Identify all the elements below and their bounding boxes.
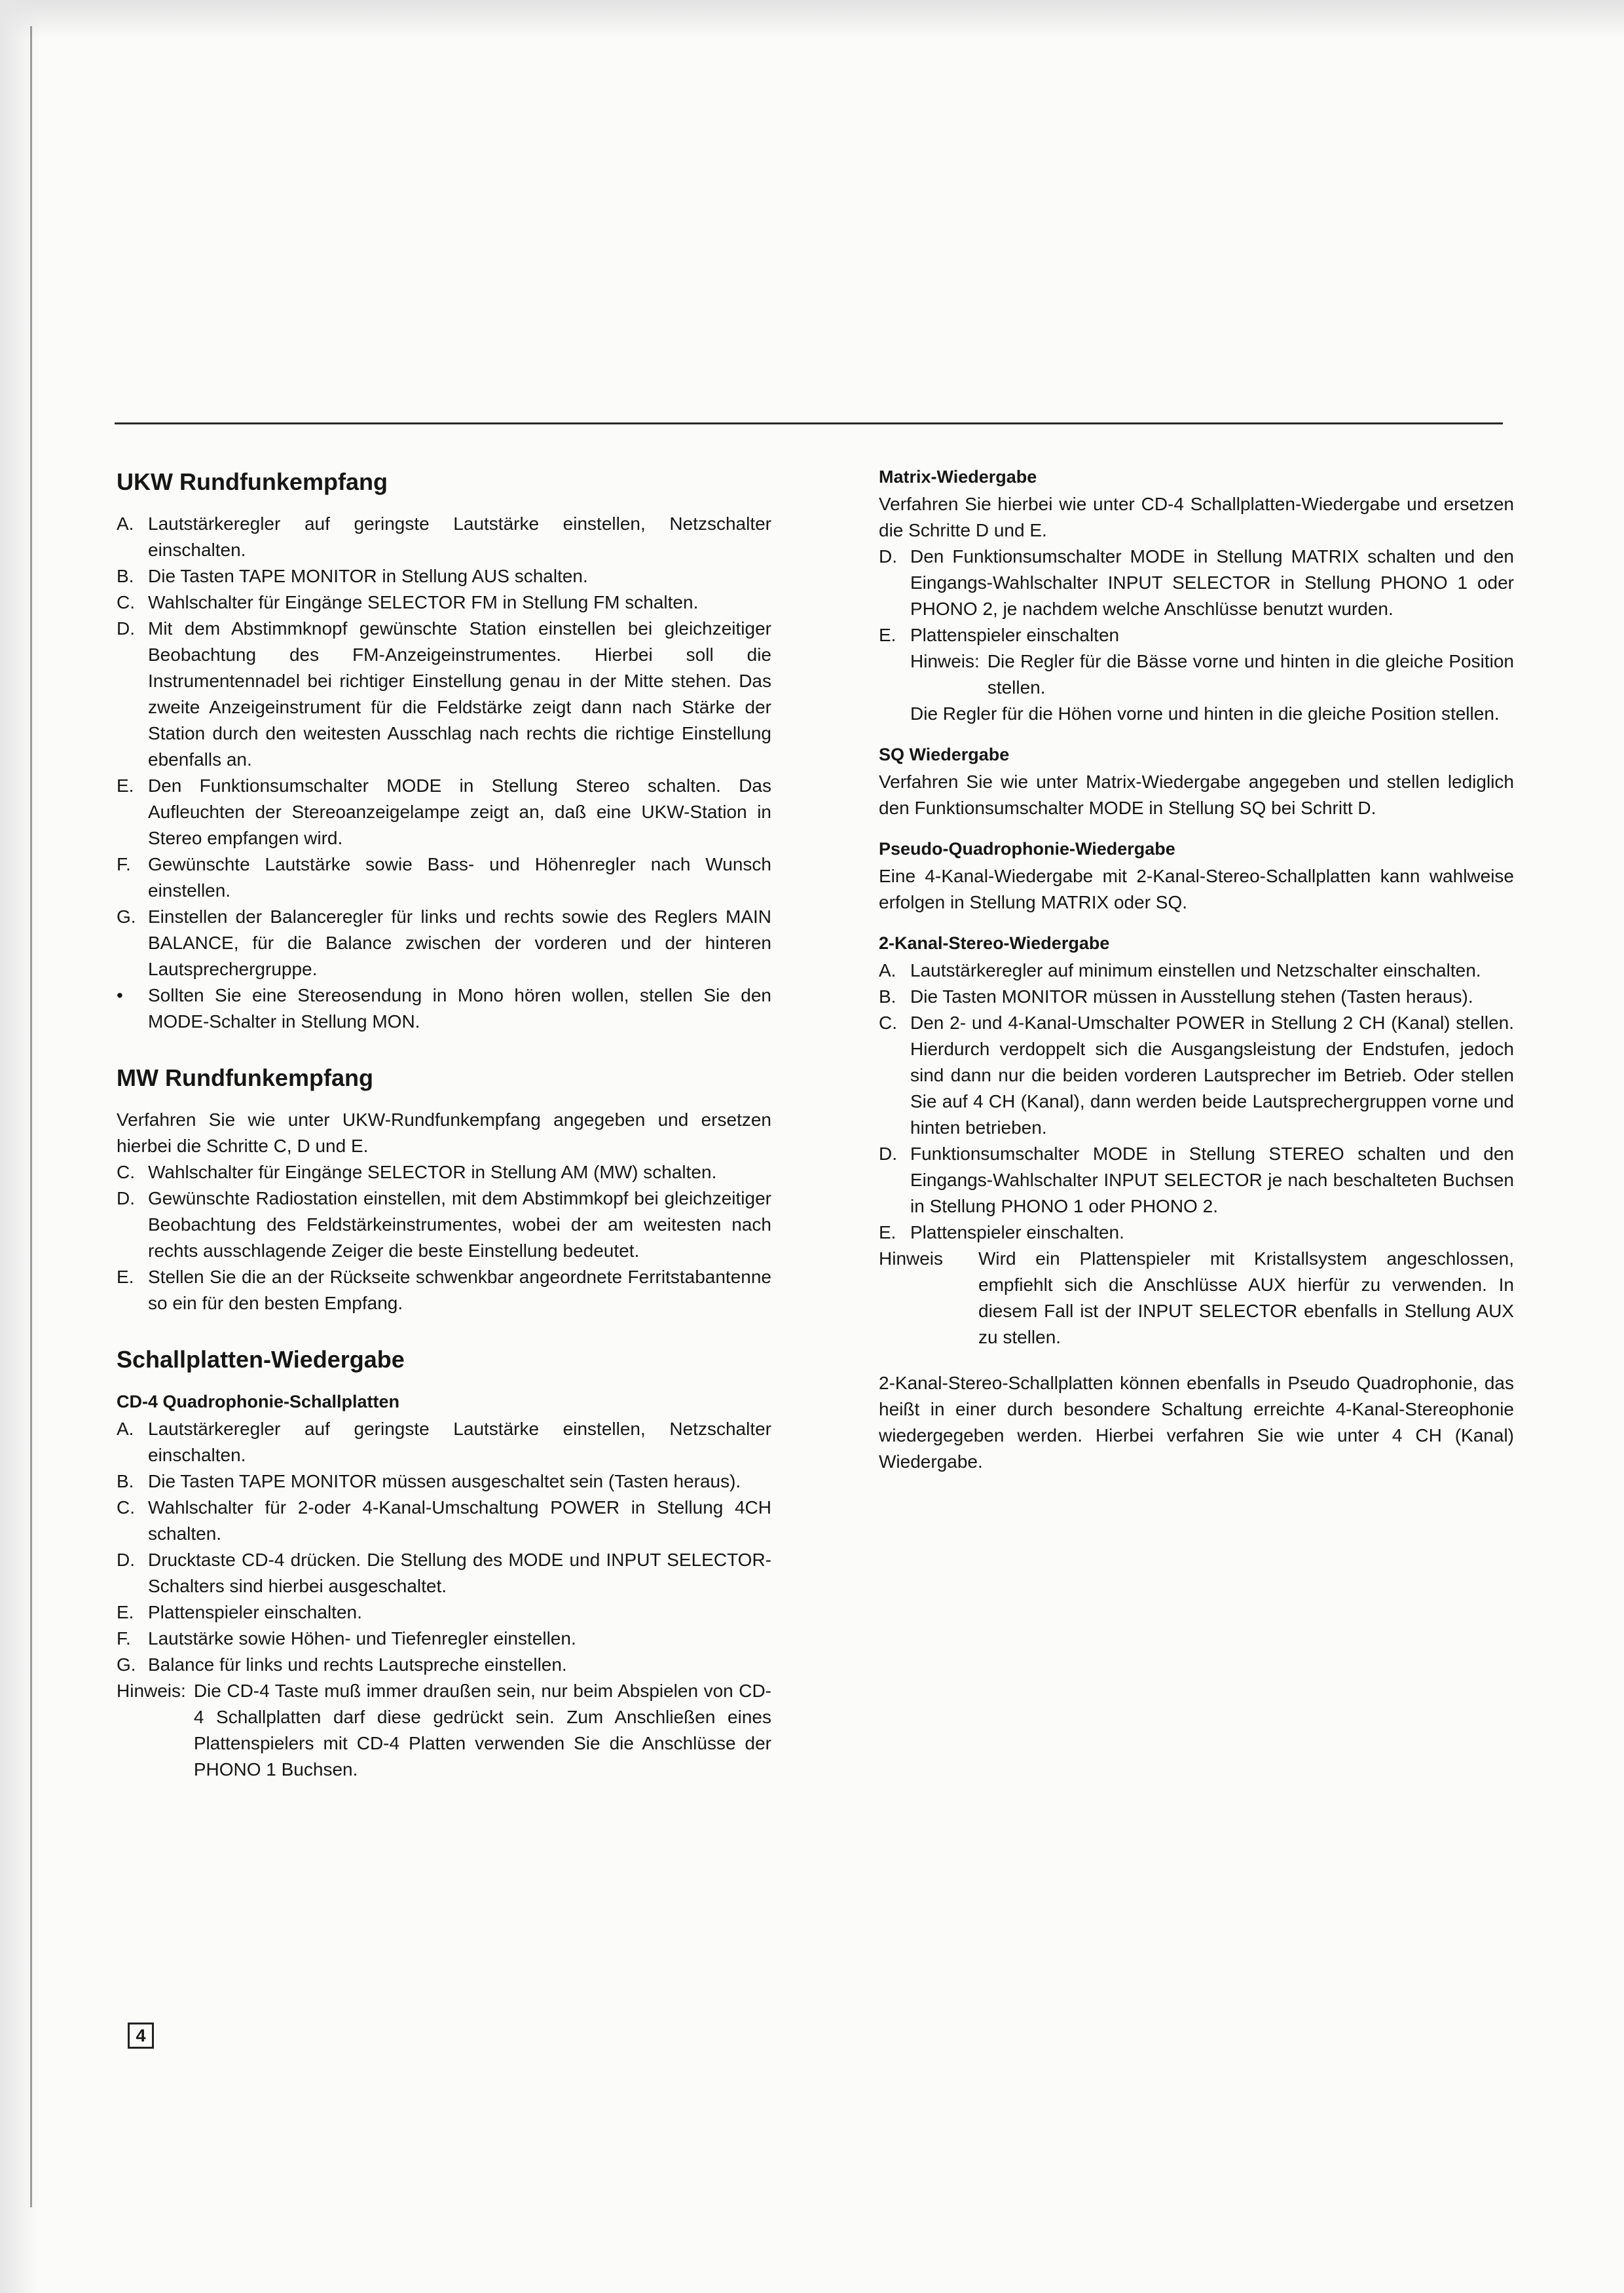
list-text: Den Funktionsumschalter MODE in Stellung Stereo schalten. Das Aufleuchten der Stereoanzeigelampe zeigt an, daß eine UKW-Station in Stereo empfangen wird.	[148, 775, 771, 848]
list-item	[117, 1264, 771, 1316]
list-text: Plattenspieler einschalten.	[910, 1222, 1124, 1242]
list-text: Stellen Sie die an der Rückseite schwenkbar angeordnete Ferritstabantenne so ein für den besten Empfang.	[148, 1267, 771, 1313]
matrix-intro: Verfahren Sie hierbei wie unter CD-4 Schallplatten-Wiedergabe und ersetzen die Schritte D und E.	[879, 494, 1514, 540]
twoch-steps	[879, 958, 1514, 1246]
list-text: Plattenspieler einschalten	[910, 625, 1120, 645]
subsection-title-cd4: CD-4 Quadrophonie-Schallplatten	[117, 1392, 400, 1411]
list-marker: C.	[117, 592, 135, 612]
list-text: Gewünschte Radiostation einstellen, mit dem Abstimmkopf bei gleichzeitiger Beobachtung des Feldstärkeinstrumentes, wobei der am weitesten nach rechts ausschlagende Zeiger die beste Einstellung bedeutet.	[148, 1188, 771, 1261]
twoch-note	[879, 1246, 1514, 1351]
list-text: Einstellen der Balanceregler für links und rechts sowie des Reglers MAIN BALANCE, für die Balance zwischen der vorderen und der hinteren Lautsprechergruppe.	[148, 906, 771, 979]
cd4-steps	[117, 1416, 771, 1678]
list-marker: D.	[117, 618, 135, 639]
list-text: Die Tasten TAPE MONITOR müssen ausgeschaltet sein (Tasten heraus).	[148, 1471, 741, 1491]
twoch-note-label: Hinweis	[879, 1248, 944, 1269]
scan-shadow-left	[0, 0, 39, 2293]
list-marker: C.	[117, 1162, 135, 1182]
list-text: Wahlschalter für Eingänge SELECTOR in Stellung AM (MW) schalten.	[148, 1162, 717, 1182]
list-text: Den Funktionsumschalter MODE in Stellung MATRIX schalten und den Eingangs-Wahlschalter INPUT SELECTOR in Stellung PHONO 1 oder PHONO 2, je nachdem welche Anschlüsse benutzt wurden.	[910, 546, 1514, 619]
list-marker: D.	[117, 1550, 135, 1570]
list-marker: A.	[117, 513, 134, 534]
cd4-note	[117, 1678, 771, 1783]
list-text: Gewünschte Lautstärke sowie Bass- und Höhenregler nach Wunsch einstellen.	[148, 854, 771, 901]
list-item	[117, 1495, 771, 1547]
cd4-note-label: Hinweis:	[117, 1681, 186, 1701]
list-marker: D.	[879, 1144, 897, 1164]
list-item	[117, 511, 771, 563]
scan-shadow-top	[0, 0, 1624, 39]
list-marker: B.	[879, 986, 896, 1007]
left-column	[117, 458, 771, 1783]
right-column	[879, 458, 1514, 1475]
matrix-note	[879, 648, 1514, 701]
section-title-schallplatten: Schallplatten-Wiedergabe	[117, 1346, 405, 1373]
list-item	[117, 1599, 771, 1626]
ukw-steps	[117, 511, 771, 1035]
list-item	[117, 1159, 771, 1185]
list-text: Lautstärkeregler auf geringste Lautstärke einstellen, Netzschalter einschalten.	[148, 1419, 771, 1465]
section-title-sq: SQ Wiedergabe	[879, 745, 1010, 764]
matrix-note-label: Hinweis:	[910, 651, 980, 671]
list-marker: A.	[879, 960, 896, 980]
cd4-note-text: Die CD-4 Taste muß immer draußen sein, nur beim Abspielen von CD-4 Schallplatten darf diese gedrückt sein. Zum Anschließen eines Plattenspielers mit CD-4 Platten verwenden Sie die Anschlüsse der PHONO 1 Buchsen.	[193, 1681, 771, 1780]
list-item	[879, 1010, 1514, 1141]
list-item	[117, 1652, 771, 1678]
matrix-note-text-2: Die Regler für die Höhen vorne und hinten in die gleiche Position stellen.	[910, 703, 1500, 724]
list-text: Wahlschalter für Eingänge SELECTOR FM in Stellung FM schalten.	[148, 592, 699, 612]
mw-steps	[117, 1159, 771, 1316]
list-item	[117, 563, 771, 589]
list-text: Sollten Sie eine Stereosendung in Mono hören wollen, stellen Sie den MODE-Schalter in Stellung MON.	[148, 985, 771, 1032]
list-marker: C.	[117, 1497, 135, 1518]
list-marker: C.	[879, 1013, 897, 1033]
list-text: Mit dem Abstimmknopf gewünschte Station einstellen bei gleichzeitiger Beobachtung des FM-Anzeigeinstrumentes. Hierbei soll die Instrumentennadel bei richtiger Einstellung genau in der Mitte stehen. Das zweite Anzeigeinstrument für die Feldstärke zeigt dann nach Stärke der Station durch den weitesten Ausschlag nach rechts die richtige Einstellung ebenfalls an.	[148, 618, 771, 770]
list-item	[117, 1416, 771, 1468]
list-item	[117, 982, 771, 1035]
list-item	[117, 904, 771, 982]
list-text: Die Tasten TAPE MONITOR in Stellung AUS schalten.	[148, 566, 588, 586]
sq-text: Verfahren Sie wie unter Matrix-Wiedergabe angegeben und stellen lediglich den Funktionsumschalter MODE in Stellung SQ bei Schritt D.	[879, 772, 1514, 818]
section-title-pseudo: Pseudo-Quadrophonie-Wiedergabe	[879, 839, 1175, 859]
page-number: 4	[128, 2023, 154, 2049]
list-marker: B.	[117, 566, 134, 586]
list-marker: D.	[117, 1188, 135, 1208]
list-text: Funktionsumschalter MODE in Stellung STEREO schalten und den Eingangs-Wahlschalter INPUT SELECTOR je nach beschalteten Buchsen in Stellung PHONO 1 oder PHONO 2.	[910, 1144, 1514, 1216]
list-marker: D.	[879, 546, 897, 567]
list-marker: A.	[117, 1419, 134, 1439]
list-marker: B.	[117, 1471, 134, 1491]
section-title-matrix: Matrix-Wiedergabe	[879, 467, 1037, 487]
list-item	[879, 1220, 1514, 1246]
list-item	[117, 851, 771, 904]
list-marker: E.	[117, 1267, 134, 1287]
list-item	[117, 773, 771, 851]
list-marker: F.	[117, 1628, 131, 1649]
list-marker: F.	[117, 854, 131, 874]
list-marker: E.	[117, 775, 134, 796]
list-marker: G.	[117, 1654, 136, 1675]
list-text: Den 2- und 4-Kanal-Umschalter POWER in Stellung 2 CH (Kanal) stellen. Hierdurch verdoppelt sich die Ausgangsleistung der Endstufen, jedoch sind dann nur die beiden vorderen Lautsprecher im Betrieb. Oder stellen Sie auf 4 CH (Kanal), dann werden beide Lautsprechergruppen vorne und hinten betrieben.	[910, 1013, 1514, 1138]
section-title-ukw: UKW Rundfunkempfang	[117, 468, 388, 495]
section-title-2ch: 2-Kanal-Stereo-Wiedergabe	[879, 933, 1110, 953]
list-item	[117, 1185, 771, 1264]
section-title-mw: MW Rundfunkempfang	[117, 1064, 373, 1091]
list-item	[879, 1141, 1514, 1220]
list-marker: E.	[117, 1602, 134, 1622]
matrix-steps	[879, 544, 1514, 648]
list-text: Die Tasten MONITOR müssen in Ausstellung stehen (Tasten heraus).	[910, 986, 1473, 1007]
list-text: Lautstärkeregler auf geringste Lautstärke einstellen, Netzschalter einschalten.	[148, 513, 771, 560]
list-item	[879, 984, 1514, 1010]
list-text: Lautstärke sowie Höhen- und Tiefenregler einstellen.	[148, 1628, 576, 1649]
list-marker: G.	[117, 906, 136, 927]
list-item	[117, 1547, 771, 1599]
list-item	[117, 589, 771, 616]
list-marker: •	[117, 985, 123, 1005]
list-item	[117, 1468, 771, 1495]
list-item	[879, 622, 1514, 648]
list-text: Lautstärkeregler auf minimum einstellen und Netzschalter einschalten.	[910, 960, 1481, 980]
list-text: Drucktaste CD-4 drücken. Die Stellung des MODE und INPUT SELECTOR-Schalters sind hierbei ausgeschaltet.	[148, 1550, 771, 1596]
list-text: Plattenspieler einschalten.	[148, 1602, 362, 1622]
twoch-note-text: Wird ein Plattenspieler mit Kristallsystem angeschlossen, empfiehlt sich die Anschlüsse AUX hierfür zu verwenden. In diesem Fall ist der INPUT SELECTOR ebenfalls in Stellung AUX zu stellen.	[978, 1248, 1514, 1347]
mw-intro: Verfahren Sie wie unter UKW-Rundfunkempfang angegeben und ersetzen hierbei die Schritte C, D und E.	[117, 1109, 771, 1156]
matrix-note-text: Die Regler für die Bässe vorne und hinten in die gleiche Position stellen.	[987, 651, 1514, 698]
header-rule	[115, 422, 1503, 424]
list-marker: E.	[879, 625, 896, 645]
list-text: Balance für links und rechts Lautspreche einstellen.	[148, 1654, 567, 1675]
list-item	[117, 616, 771, 773]
list-text: Wahlschalter für 2-oder 4-Kanal-Umschaltung POWER in Stellung 4CH schalten.	[148, 1497, 771, 1544]
list-item	[879, 958, 1514, 984]
list-item	[117, 1626, 771, 1652]
scan-edge-line	[30, 26, 32, 2207]
list-marker: E.	[879, 1222, 896, 1242]
closing-paragraph: 2-Kanal-Stereo-Schallplatten können ebenfalls in Pseudo Quadrophonie, das heißt in einer durch besondere Schaltung erreichte 4-Kanal-Stereophonie wiedergegeben werden. Hierbei verfahren Sie wie unter 4 CH (Kanal) Wiedergabe.	[879, 1373, 1514, 1472]
pseudo-text: Eine 4-Kanal-Wiedergabe mit 2-Kanal-Stereo-Schallplatten kann wahlweise erfolgen in Stellung MATRIX oder SQ.	[879, 866, 1514, 912]
list-item	[879, 544, 1514, 622]
